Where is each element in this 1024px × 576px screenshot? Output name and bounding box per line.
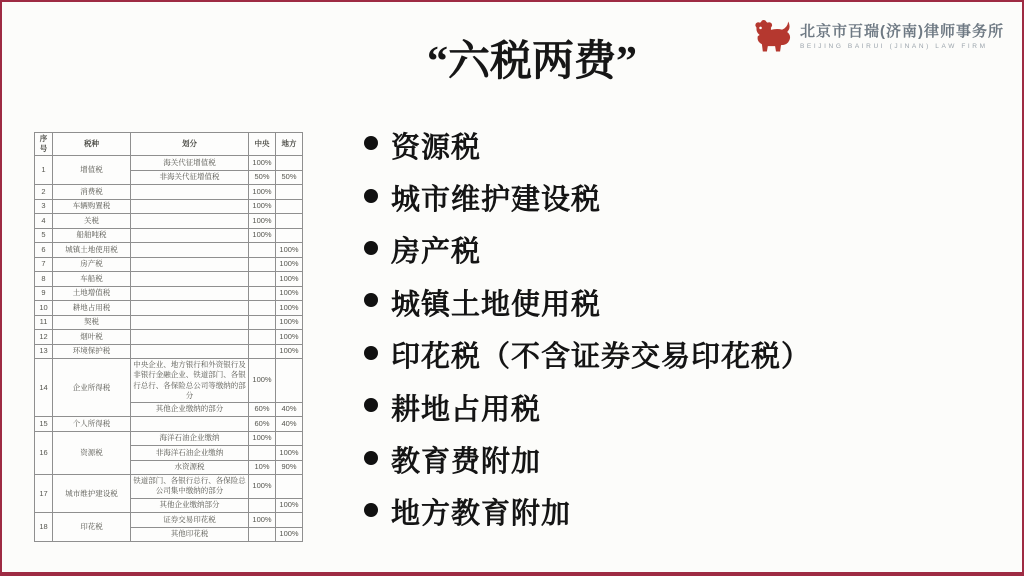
cell-central-share: 100% xyxy=(249,359,276,403)
cell-central-share: 100% xyxy=(249,475,276,498)
cell-local-share: 100% xyxy=(276,243,303,258)
cell-row-number: 7 xyxy=(35,257,53,272)
cell-central-share xyxy=(249,344,276,359)
cell-division xyxy=(131,228,249,243)
cell-row-number: 1 xyxy=(35,156,53,185)
cell-division xyxy=(131,301,249,316)
bullet-item xyxy=(364,171,924,223)
cell-central-share xyxy=(249,243,276,258)
cell-row-number: 16 xyxy=(35,431,53,475)
bullet-label: 地方教育附加 xyxy=(391,498,572,531)
slide-title: “六税两费” xyxy=(426,39,638,85)
lion-statue-icon xyxy=(751,18,791,56)
cell-division: 海洋石油企业缴纳 xyxy=(131,431,249,446)
cell-row-number: 5 xyxy=(35,228,53,243)
cell-local-share: 40% xyxy=(276,417,303,432)
cell-tax-name: 增值税 xyxy=(53,156,131,185)
cell-tax-name: 资源税 xyxy=(53,431,131,475)
cell-row-number: 8 xyxy=(35,272,53,287)
cell-local-share: 100% xyxy=(276,446,303,461)
table-row xyxy=(35,272,303,287)
cell-division: 海关代征增值税 xyxy=(131,156,249,171)
cell-division: 其他企业缴纳的部分 xyxy=(131,402,249,417)
cell-local-share xyxy=(276,475,303,498)
cell-local-share: 50% xyxy=(276,170,303,185)
cell-division xyxy=(131,257,249,272)
firm-name-en: BEIJING BAIRUI (JINAN) LAW FIRM xyxy=(800,43,988,51)
cell-central-share: 100% xyxy=(249,431,276,446)
bullet-label: 房产税 xyxy=(391,236,482,269)
cell-division: 其他企业缴纳部分 xyxy=(131,498,249,513)
cell-local-share: 40% xyxy=(276,402,303,417)
cell-division: 证券交易印花税 xyxy=(131,513,249,528)
bullet-label: 城市维护建设税 xyxy=(391,184,602,217)
cell-tax-name: 土地增值税 xyxy=(53,286,131,301)
cell-local-share: 100% xyxy=(276,286,303,301)
cell-tax-name: 烟叶税 xyxy=(53,330,131,345)
bullet-dot-icon xyxy=(364,293,378,307)
cell-division: 中央企业、地方银行和外资银行及非银行金融企业、铁道部门、各银行总行、各保险总公司等缴纳的部分 xyxy=(131,359,249,403)
cell-tax-name: 个人所得税 xyxy=(53,417,131,432)
table-row xyxy=(35,431,303,446)
law-firm-logo xyxy=(751,18,1004,56)
cell-division: 其他印花税 xyxy=(131,527,249,542)
cell-local-share: 100% xyxy=(276,301,303,316)
bullet-dot-icon xyxy=(364,398,378,412)
bullet-label: 资源税 xyxy=(391,131,482,164)
logo-text xyxy=(800,24,1004,51)
cell-central-share: 10% xyxy=(249,460,276,475)
cell-tax-name: 城市维护建设税 xyxy=(53,475,131,513)
cell-row-number: 10 xyxy=(35,301,53,316)
cell-local-share xyxy=(276,156,303,171)
cell-central-share xyxy=(249,315,276,330)
cell-tax-name: 城镇土地使用税 xyxy=(53,243,131,258)
bullet-label: 城镇土地使用税 xyxy=(391,288,602,321)
cell-local-share: 90% xyxy=(276,460,303,475)
bullet-dot-icon xyxy=(364,346,378,360)
cell-row-number: 18 xyxy=(35,513,53,542)
table-row xyxy=(35,243,303,258)
bullet-dot-icon xyxy=(364,189,378,203)
cell-division xyxy=(131,199,249,214)
cell-central-share xyxy=(249,301,276,316)
column-header: 划分 xyxy=(131,133,249,156)
cell-local-share xyxy=(276,513,303,528)
column-header: 地方 xyxy=(276,133,303,156)
cell-local-share: 100% xyxy=(276,315,303,330)
table-row xyxy=(35,417,303,432)
cell-tax-name: 车辆购置税 xyxy=(53,199,131,214)
cell-local-share: 100% xyxy=(276,272,303,287)
cell-tax-name: 印花税 xyxy=(53,513,131,542)
cell-local-share xyxy=(276,359,303,403)
cell-tax-name: 关税 xyxy=(53,214,131,229)
table-row xyxy=(35,199,303,214)
cell-central-share: 50% xyxy=(249,170,276,185)
cell-local-share: 100% xyxy=(276,330,303,345)
column-header: 税种 xyxy=(53,133,131,156)
table-row xyxy=(35,286,303,301)
cell-central-share xyxy=(249,527,276,542)
table-row xyxy=(35,185,303,200)
cell-central-share: 100% xyxy=(249,513,276,528)
bullet-dot-icon xyxy=(364,241,378,255)
table-row xyxy=(35,156,303,171)
cell-tax-name: 车船税 xyxy=(53,272,131,287)
cell-central-share xyxy=(249,286,276,301)
cell-row-number: 15 xyxy=(35,417,53,432)
cell-division xyxy=(131,185,249,200)
cell-division xyxy=(131,214,249,229)
cell-central-share: 100% xyxy=(249,228,276,243)
cell-central-share xyxy=(249,330,276,345)
cell-central-share xyxy=(249,498,276,513)
table-header-row xyxy=(35,133,303,156)
cell-row-number: 2 xyxy=(35,185,53,200)
cell-local-share xyxy=(276,199,303,214)
bullet-dot-icon xyxy=(364,451,378,465)
cell-central-share: 100% xyxy=(249,214,276,229)
bullet-dot-icon xyxy=(364,136,378,150)
column-header: 序号 xyxy=(35,133,53,156)
cell-tax-name: 环境保护税 xyxy=(53,344,131,359)
cell-central-share: 60% xyxy=(249,417,276,432)
cell-local-share xyxy=(276,185,303,200)
cell-tax-name: 契税 xyxy=(53,315,131,330)
cell-division: 非海关代征增值税 xyxy=(131,170,249,185)
cell-central-share xyxy=(249,257,276,272)
bullet-item xyxy=(364,433,924,485)
cell-local-share xyxy=(276,431,303,446)
cell-central-share: 100% xyxy=(249,199,276,214)
cell-central-share: 100% xyxy=(249,185,276,200)
tax-distribution-table xyxy=(34,132,303,542)
table-row xyxy=(35,301,303,316)
table-row xyxy=(35,214,303,229)
cell-local-share: 100% xyxy=(276,344,303,359)
bullet-label: 印花税（不含证券交易印花税） xyxy=(391,341,812,374)
cell-division xyxy=(131,344,249,359)
bullet-dot-icon xyxy=(364,503,378,517)
cell-tax-name: 房产税 xyxy=(53,257,131,272)
bullet-list xyxy=(364,119,924,538)
bullet-item xyxy=(364,381,924,433)
cell-row-number: 13 xyxy=(35,344,53,359)
cell-row-number: 11 xyxy=(35,315,53,330)
table-row xyxy=(35,228,303,243)
cell-local-share xyxy=(276,214,303,229)
cell-tax-name: 企业所得税 xyxy=(53,359,131,417)
bullet-label: 耕地占用税 xyxy=(391,393,542,426)
cell-row-number: 14 xyxy=(35,359,53,417)
table-row xyxy=(35,315,303,330)
cell-local-share: 100% xyxy=(276,257,303,272)
cell-row-number: 3 xyxy=(35,199,53,214)
bullet-item xyxy=(364,329,924,381)
cell-division: 非海洋石油企业缴纳 xyxy=(131,446,249,461)
cell-row-number: 12 xyxy=(35,330,53,345)
cell-tax-name: 消费税 xyxy=(53,185,131,200)
cell-division xyxy=(131,417,249,432)
bullet-item xyxy=(364,224,924,276)
firm-name-cn: 北京市百瑞(济南)律师事务所 xyxy=(800,22,1004,40)
cell-division: 铁道部门、各银行总行、各保险总公司集中缴纳的部分 xyxy=(131,475,249,498)
cell-tax-name: 耕地占用税 xyxy=(53,301,131,316)
cell-division xyxy=(131,286,249,301)
table-row xyxy=(35,344,303,359)
table-row xyxy=(35,359,303,403)
cell-local-share xyxy=(276,228,303,243)
cell-row-number: 17 xyxy=(35,475,53,513)
column-header: 中央 xyxy=(249,133,276,156)
cell-central-share xyxy=(249,446,276,461)
bullet-item xyxy=(364,119,924,171)
cell-central-share xyxy=(249,272,276,287)
table-row xyxy=(35,257,303,272)
bullet-label: 教育费附加 xyxy=(391,446,542,479)
cell-division xyxy=(131,272,249,287)
tax-distribution-table-container xyxy=(34,132,302,542)
table-row xyxy=(35,513,303,528)
table-body xyxy=(35,156,303,542)
cell-central-share: 100% xyxy=(249,156,276,171)
cell-tax-name: 船舶吨税 xyxy=(53,228,131,243)
table-row xyxy=(35,475,303,498)
cell-local-share: 100% xyxy=(276,527,303,542)
cell-central-share: 60% xyxy=(249,402,276,417)
cell-row-number: 6 xyxy=(35,243,53,258)
cell-division xyxy=(131,243,249,258)
bullet-item xyxy=(364,486,924,538)
cell-division xyxy=(131,330,249,345)
cell-division xyxy=(131,315,249,330)
bullet-item xyxy=(364,276,924,328)
cell-division: 水资源税 xyxy=(131,460,249,475)
cell-row-number: 9 xyxy=(35,286,53,301)
table-row xyxy=(35,330,303,345)
cell-local-share: 100% xyxy=(276,498,303,513)
cell-row-number: 4 xyxy=(35,214,53,229)
